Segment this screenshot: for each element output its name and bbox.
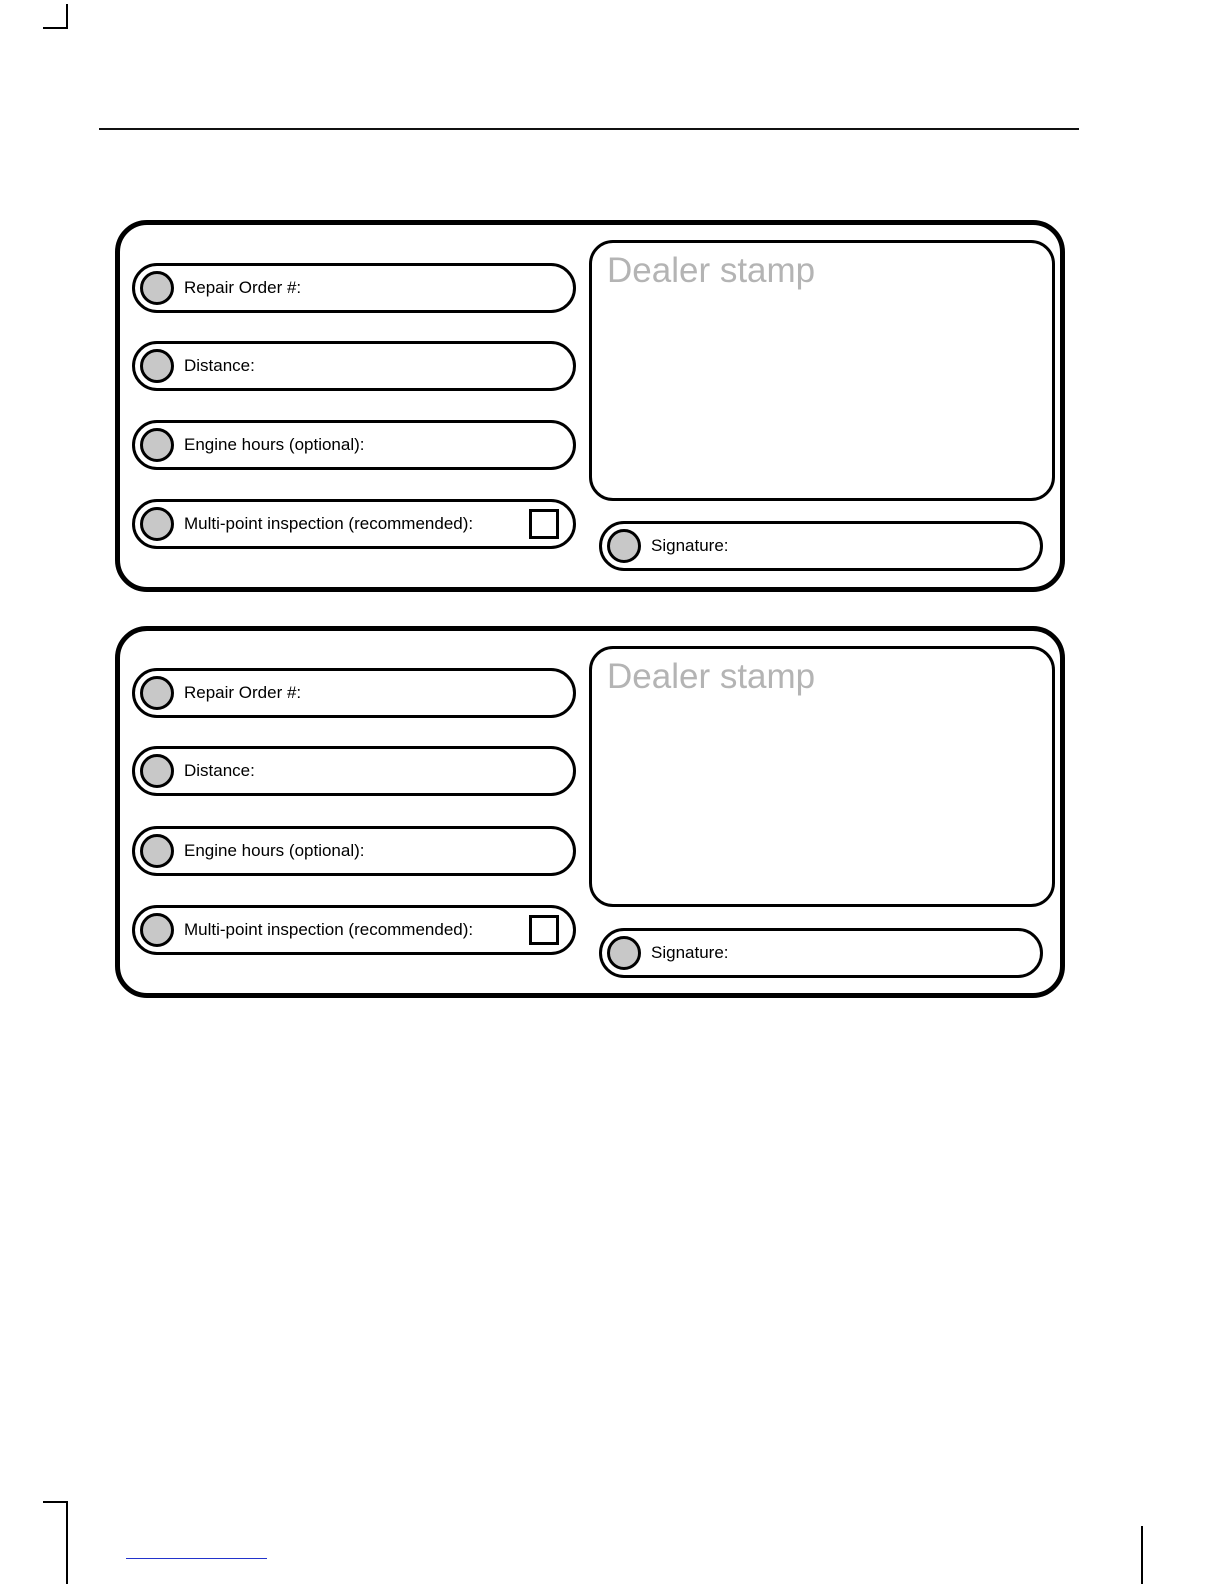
dealer-stamp-label: Dealer stamp xyxy=(607,251,816,290)
crop-mark-bottom-left-horizontal xyxy=(43,1501,68,1503)
distance-label: Distance: xyxy=(184,356,255,375)
crop-mark-top-left-horizontal xyxy=(43,27,68,29)
signature-field[interactable] xyxy=(599,521,1043,571)
dealer-stamp-box xyxy=(589,240,1055,501)
multi-point-inspection-field xyxy=(132,499,576,549)
header-rule xyxy=(99,128,1079,130)
engine-hours-label: Engine hours (optional): xyxy=(184,435,365,454)
multi-point-inspection-label: Multi-point inspection (recommended): xyxy=(184,514,474,533)
multi-point-inspection-field xyxy=(132,905,576,955)
field-marker-icon xyxy=(140,507,174,541)
dealer-stamp-box xyxy=(589,646,1055,907)
field-marker-icon xyxy=(607,936,641,970)
repair-order-field[interactable] xyxy=(132,263,576,313)
field-marker-icon xyxy=(140,271,174,305)
field-marker-icon xyxy=(140,676,174,710)
engine-hours-label: Engine hours (optional): xyxy=(184,841,365,860)
crop-mark-bottom-left-vertical xyxy=(66,1501,68,1584)
dealer-stamp-label: Dealer stamp xyxy=(607,657,816,696)
signature-field[interactable] xyxy=(599,928,1043,978)
distance-label: Distance: xyxy=(184,761,255,780)
field-marker-icon xyxy=(140,913,174,947)
field-marker-icon xyxy=(607,529,641,563)
engine-hours-field[interactable] xyxy=(132,826,576,876)
footer-link-underline xyxy=(126,1558,267,1559)
multi-point-inspection-label: Multi-point inspection (recommended): xyxy=(184,920,474,939)
signature-label: Signature: xyxy=(651,536,729,555)
field-marker-icon xyxy=(140,349,174,383)
field-marker-icon xyxy=(140,754,174,788)
field-marker-icon xyxy=(140,428,174,462)
service-record-card xyxy=(115,220,1065,592)
signature-label: Signature: xyxy=(651,943,729,962)
crop-mark-top-left-vertical xyxy=(66,4,68,28)
engine-hours-field[interactable] xyxy=(132,420,576,470)
repair-order-field[interactable] xyxy=(132,668,576,718)
repair-order-label: Repair Order #: xyxy=(184,683,302,702)
repair-order-label: Repair Order #: xyxy=(184,278,302,297)
crop-mark-bottom-right-vertical xyxy=(1141,1526,1143,1584)
distance-field[interactable] xyxy=(132,341,576,391)
distance-field[interactable] xyxy=(132,746,576,796)
field-marker-icon xyxy=(140,834,174,868)
multi-point-inspection-checkbox[interactable] xyxy=(529,915,559,945)
service-record-card xyxy=(115,626,1065,998)
multi-point-inspection-checkbox[interactable] xyxy=(529,509,559,539)
